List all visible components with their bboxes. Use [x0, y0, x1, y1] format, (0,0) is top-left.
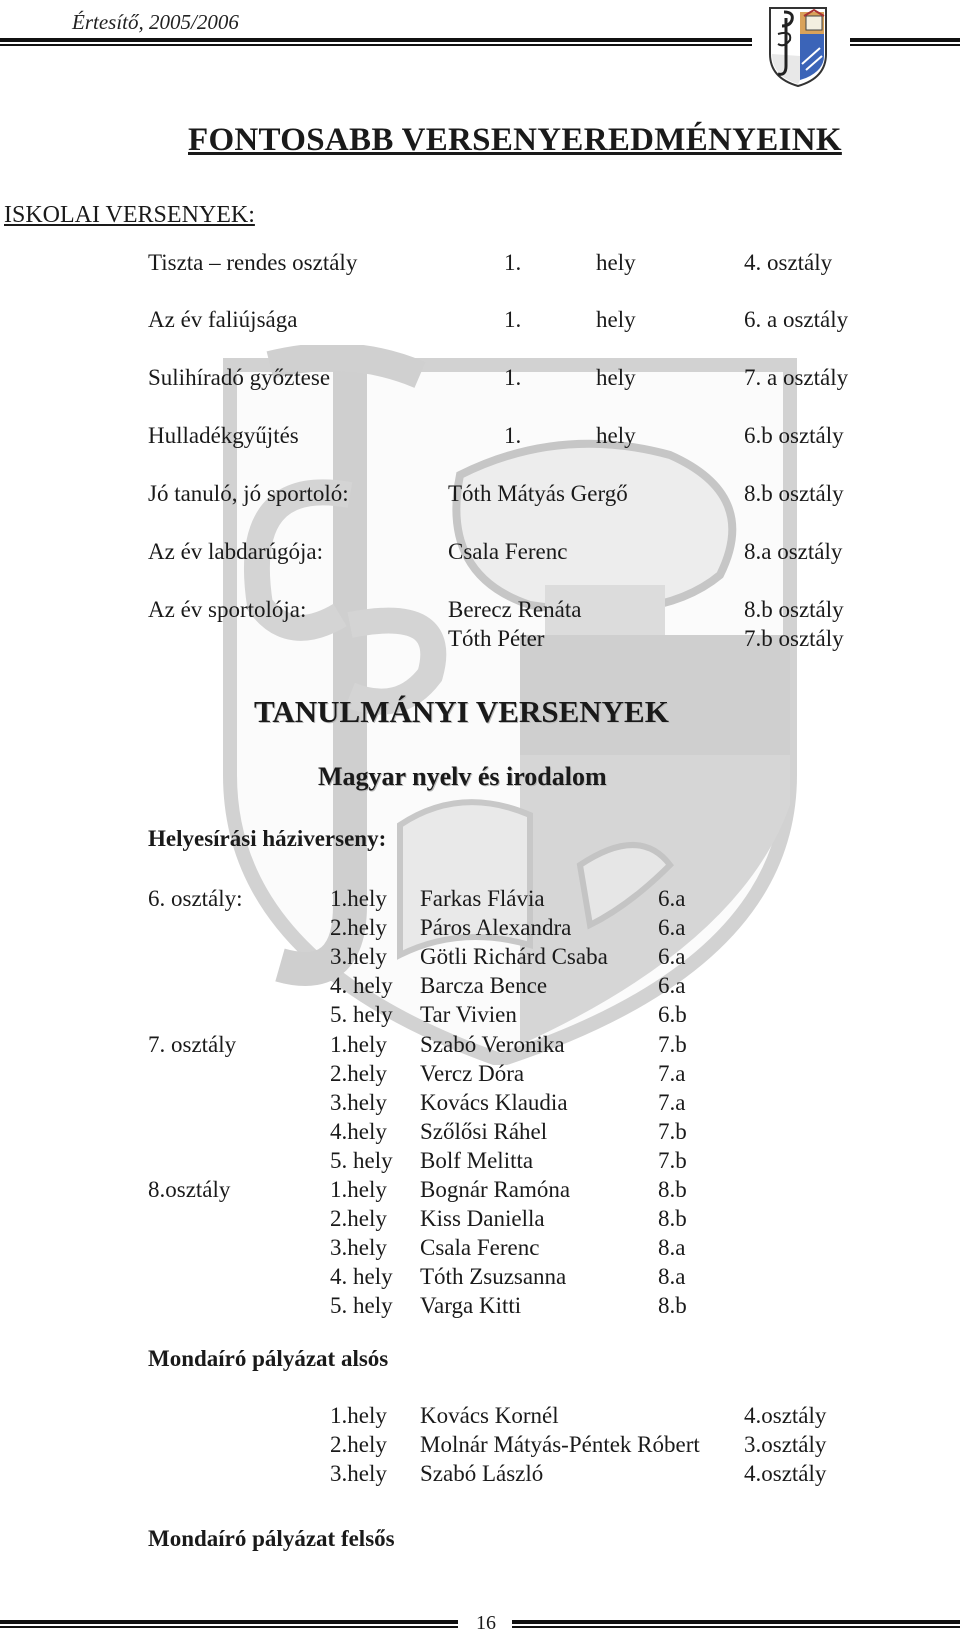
place-label: 5. hely — [330, 1293, 393, 1318]
class-name: 6. a osztály — [744, 307, 849, 332]
place-label: 4.hely — [330, 1119, 387, 1144]
student-name: Varga Kitti — [420, 1293, 522, 1318]
competition-name: Sulihíradó győztese — [148, 365, 331, 390]
class-name: 7.b — [658, 1032, 687, 1057]
student-name: Vercz Dóra — [420, 1061, 525, 1086]
class-name: 8.a — [658, 1264, 686, 1289]
place-word: hely — [596, 250, 636, 275]
class-name: 7.b — [658, 1148, 687, 1173]
class-name: 8.b — [658, 1177, 687, 1202]
student-name: Kiss Daniella — [420, 1206, 545, 1231]
student-name: Farkas Flávia — [420, 886, 545, 911]
place-number: 1. — [504, 250, 522, 275]
class-name: 8.b — [658, 1206, 687, 1231]
subject-heading: Magyar nyelv és irodalom — [318, 762, 607, 791]
student-name: Szabó Veronika — [420, 1032, 565, 1057]
place-number: 1. — [504, 307, 522, 332]
place-word: hely — [596, 365, 636, 390]
page-number: 16 — [476, 1612, 496, 1634]
section-heading-school: ISKOLAI VERSENYEK: — [4, 202, 255, 228]
class-name: 8.a osztály — [744, 539, 843, 564]
class-name: 6.a — [658, 944, 686, 969]
person-name: Tóth Mátyás Gergő — [448, 481, 628, 506]
place-label: 1.hely — [330, 1177, 387, 1202]
header-rule-right — [850, 38, 960, 46]
class-name: 7.a — [658, 1061, 686, 1086]
student-name: Szabó László — [420, 1461, 544, 1486]
student-name: Tar Vivien — [420, 1002, 517, 1027]
place-label: 3.hely — [330, 1235, 387, 1260]
place-label: 4. hely — [330, 1264, 393, 1289]
place-label: 1.hely — [330, 886, 387, 911]
person-name: Berecz Renáta — [448, 597, 582, 622]
class-name: 4. osztály — [744, 250, 833, 275]
student-name: Tóth Zsuzsanna — [420, 1264, 567, 1289]
award-name: Az év labdarúgója: — [148, 539, 323, 564]
place-label: 1.hely — [330, 1032, 387, 1057]
class-name: 7. a osztály — [744, 365, 849, 390]
place-label: 3.hely — [330, 1090, 387, 1115]
student-name: Kovács Kornél — [420, 1403, 559, 1428]
place-label: 2.hely — [330, 1432, 387, 1457]
class-name: 6.a — [658, 973, 686, 998]
grade-label: 6. osztály: — [148, 886, 243, 911]
place-label: 2.hely — [330, 1206, 387, 1231]
grade-label: 7. osztály — [148, 1032, 237, 1057]
footer-rule-right — [512, 1620, 960, 1628]
place-label: 2.hely — [330, 1061, 387, 1086]
place-number: 1. — [504, 365, 522, 390]
person-name: Tóth Péter — [448, 626, 545, 651]
place-label: 2.hely — [330, 915, 387, 940]
section-heading-study: TANULMÁNYI VERSENYEK — [254, 694, 669, 729]
student-name: Szőlősi Ráhel — [420, 1119, 548, 1144]
place-label: 3.hely — [330, 1461, 387, 1486]
place-label: 3.hely — [330, 944, 387, 969]
class-name: 4.osztály — [744, 1403, 827, 1428]
class-name: 7.b osztály — [744, 626, 844, 651]
class-name: 8.b — [658, 1293, 687, 1318]
student-name: Csala Ferenc — [420, 1235, 540, 1260]
student-name: Molnár Mátyás-Péntek Róbert — [420, 1432, 700, 1457]
spelling-heading: Helyesírási háziverseny: — [148, 826, 387, 851]
class-name: 8.b osztály — [744, 481, 844, 506]
class-name: 6.a — [658, 915, 686, 940]
award-name: Az év sportolója: — [148, 597, 307, 622]
class-name: 8.b osztály — [744, 597, 844, 622]
school-crest-logo — [766, 4, 830, 88]
competition-name: Az év faliújsága — [148, 307, 298, 332]
class-name: 3.osztály — [744, 1432, 827, 1457]
person-name: Csala Ferenc — [448, 539, 568, 564]
student-name: Páros Alexandra — [420, 915, 572, 940]
header-rule-left — [0, 38, 752, 46]
story-upper-heading: Mondaíró pályázat felsős — [148, 1526, 395, 1551]
student-name: Götli Richárd Csaba — [420, 944, 608, 969]
competition-name: Hulladékgyűjtés — [148, 423, 299, 448]
class-name: 6.b osztály — [744, 423, 844, 448]
student-name: Bognár Ramóna — [420, 1177, 571, 1202]
class-name: 6.a — [658, 886, 686, 911]
class-name: 7.b — [658, 1119, 687, 1144]
student-name: Barcza Bence — [420, 973, 548, 998]
class-name: 8.a — [658, 1235, 686, 1260]
class-name: 7.a — [658, 1090, 686, 1115]
award-name: Jó tanuló, jó sportoló: — [148, 481, 349, 506]
place-label: 5. hely — [330, 1148, 393, 1173]
class-name: 4.osztály — [744, 1461, 827, 1486]
competition-name: Tiszta – rendes osztály — [148, 250, 358, 275]
student-name: Bolf Melitta — [420, 1148, 534, 1173]
place-label: 4. hely — [330, 973, 393, 998]
place-label: 5. hely — [330, 1002, 393, 1027]
class-name: 6.b — [658, 1002, 687, 1027]
grade-label: 8.osztály — [148, 1177, 231, 1202]
footer-rule-left — [0, 1620, 458, 1628]
story-lower-heading: Mondaíró pályázat alsós — [148, 1346, 389, 1371]
page-title: FONTOSABB VERSENYEREDMÉNYEINK — [188, 122, 842, 158]
place-label: 1.hely — [330, 1403, 387, 1428]
place-word: hely — [596, 307, 636, 332]
place-word: hely — [596, 423, 636, 448]
student-name: Kovács Klaudia — [420, 1090, 568, 1115]
header-title: Értesítő, 2005/2006 — [72, 10, 239, 34]
place-number: 1. — [504, 423, 522, 448]
